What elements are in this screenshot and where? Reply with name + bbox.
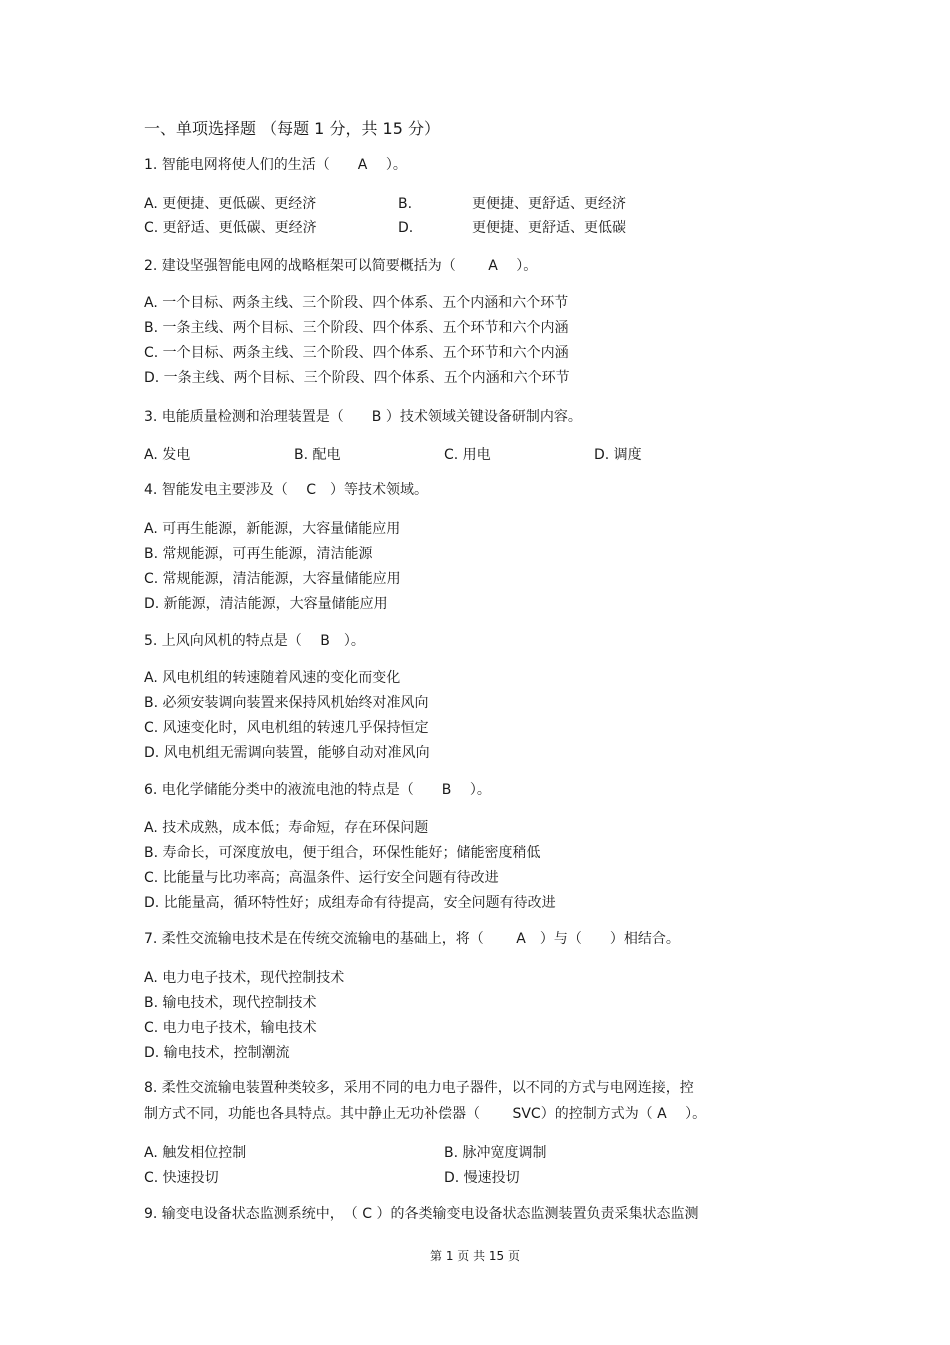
question-4-option-c: C. 常规能源，清洁能源，大容量储能应用	[144, 571, 401, 587]
question-2-stem: 2. 建设坚强智能电网的战略框架可以简要概括为（ A ）。	[144, 258, 538, 274]
question-5-option-a: A. 风电机组的转速随着风速的变化而变化	[144, 670, 401, 686]
question-5-stem: 5. 上风向风机的特点是（ B ）。	[144, 633, 365, 649]
question-1-option-d: 更便捷、更舒适、更低碳	[472, 220, 626, 236]
question-7-option-c: C. 电力电子技术，输电技术	[144, 1020, 317, 1036]
question-3-option-b: B. 配电	[294, 447, 341, 463]
question-4-option-b: B. 常规能源，可再生能源，清洁能源	[144, 546, 373, 562]
question-8-option-a: A. 触发相位控制	[144, 1145, 247, 1161]
question-2-option-d: D. 一条主线、两个目标、三个阶段、四个体系、五个内涵和六个环节	[144, 370, 570, 386]
question-1-option-a: A. 更便捷、更低碳、更经济	[144, 196, 317, 212]
question-8-stem-line-2: 制方式不同，功能也各具特点。其中静止无功补偿器（ SVC）的控制方式为（ A ）。	[144, 1106, 707, 1122]
question-9-stem: 9. 输变电设备状态监测系统中， （ C ）的各类输变电设备状态监测装置负责采集状态监测	[144, 1206, 699, 1222]
question-1-stem: 1. 智能电网将使人们的生活（ A ）。	[144, 157, 407, 173]
question-3-option-c: C. 用电	[444, 447, 491, 463]
question-1-option-b: 更便捷、更舒适、更经济	[472, 196, 626, 212]
question-6-stem: 6. 电化学储能分类中的液流电池的特点是（ B ）。	[144, 782, 491, 798]
question-6-option-c: C. 比能量与比功率高；高温条件、运行安全问题有待改进	[144, 870, 499, 886]
question-7-stem: 7. 柔性交流输电技术是在传统交流输电的基础上，将（ A ）与（ ）相结合。	[144, 931, 680, 947]
question-1-option-d-letter: D.	[398, 220, 414, 236]
question-7-option-d: D. 输电技术，控制潮流	[144, 1045, 290, 1061]
question-1-option-b-letter: B.	[398, 196, 413, 212]
question-7-option-b: B. 输电技术，现代控制技术	[144, 995, 317, 1011]
question-3-option-d: D. 调度	[594, 447, 642, 463]
question-8-option-d: D. 慢速投切	[444, 1170, 520, 1186]
question-2-option-a: A. 一个目标、两条主线、三个阶段、四个体系、五个内涵和六个环节	[144, 295, 569, 311]
question-7-option-a: A. 电力电子技术，现代控制技术	[144, 970, 345, 986]
question-2-option-b: B. 一条主线、两个目标、三个阶段、四个体系、五个环节和六个内涵	[144, 320, 569, 336]
question-5-option-b: B. 必须安装调向装置来保持风机始终对准风向	[144, 695, 429, 711]
question-3-option-a: A. 发电	[144, 447, 191, 463]
question-6-option-a: A. 技术成熟，成本低；寿命短，存在环保问题	[144, 820, 429, 836]
section-title: 一、单项选择题 （每题 1 分，共 15 分）	[144, 119, 440, 138]
question-8-option-c: C. 快速投切	[144, 1170, 219, 1186]
question-8-option-b: B. 脉冲宽度调制	[444, 1145, 547, 1161]
question-4-option-a: A. 可再生能源，新能源，大容量储能应用	[144, 521, 401, 537]
question-5-option-d: D. 风电机组无需调向装置，能够自动对准风向	[144, 745, 430, 761]
question-4-stem: 4. 智能发电主要涉及（ C ）等技术领域。	[144, 482, 429, 498]
page-footer: 第 1 页 共 15 页	[430, 1249, 520, 1263]
question-2-option-c: C. 一个目标、两条主线、三个阶段、四个体系、五个环节和六个内涵	[144, 345, 569, 361]
question-5-option-c: C. 风速变化时，风电机组的转速几乎保持恒定	[144, 720, 429, 736]
question-4-option-d: D. 新能源，清洁能源，大容量储能应用	[144, 596, 388, 612]
question-6-option-d: D. 比能量高，循环特性好；成组寿命有待提高，安全问题有待改进	[144, 895, 556, 911]
question-8-stem-line-1: 8. 柔性交流输电装置种类较多，采用不同的电力电子器件，以不同的方式与电网连接，控	[144, 1080, 694, 1096]
question-6-option-b: B. 寿命长，可深度放电，便于组合，环保性能好；储能密度稍低	[144, 845, 541, 861]
question-1-option-c: C. 更舒适、更低碳、更经济	[144, 220, 317, 236]
question-3-stem: 3. 电能质量检测和治理装置是（ B ）技术领域关键设备研制内容。	[144, 409, 582, 425]
